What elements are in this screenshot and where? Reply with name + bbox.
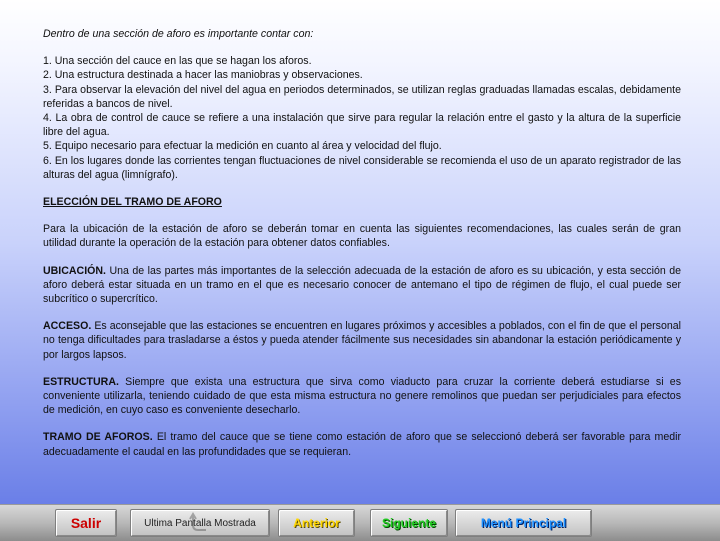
list-item: 1. Una sección del cauce en las que se hagan los aforos. bbox=[43, 55, 312, 68]
last-screen-button[interactable] bbox=[130, 509, 270, 537]
list-item: 4. La obra de control de cauce se refiere a una instalación que sirve para regular la relación entre el gasto y la altura de la superficie libre del agua. bbox=[43, 112, 681, 139]
section-intro: Para la ubicación de la estación de aforo se deberán tomar en cuenta las siguientes recomendaciones, las cuales serán de gran utilidad durante la operación de la estación para obtener datos confiables. bbox=[43, 223, 681, 250]
paragraph-text: El tramo del cauce que se tiene como estación de aforo que se seleccionó deberá ser favorable para medir adecuadamente el caudal en las profundidades que se requieran. bbox=[43, 431, 682, 458]
last-screen-button-label: Ultima Pantalla Mostrada bbox=[144, 517, 256, 529]
next-button-label: Siguiente bbox=[381, 516, 436, 530]
paragraph-term: ACCESO. bbox=[43, 320, 92, 333]
previous-button-label: Anterior bbox=[293, 516, 340, 530]
paragraph-term: UBICACIÓN. bbox=[43, 264, 106, 277]
list-item: 5. Equipo necesario para efectuar la medición en cuanto al área y velocidad del flujo. bbox=[43, 140, 442, 153]
exit-button[interactable] bbox=[55, 509, 117, 537]
main-menu-button[interactable] bbox=[455, 509, 592, 537]
paragraph-ubicacion bbox=[43, 264, 681, 307]
intro-text: Dentro de una sección de aforo es importante contar con: bbox=[43, 28, 314, 40]
exit-button-label: Salir bbox=[70, 515, 102, 531]
list-item: 3. Para observar la elevación del nivel del agua en periodos determinados, se utilizan reglas graduadas llamadas escalas, debidamente referidas a bancos de nivel. bbox=[43, 83, 681, 110]
list-item: 2. Una estructura destinada a hacer las maniobras y observaciones. bbox=[43, 69, 363, 82]
paragraph-term: TRAMO DE AFOROS. bbox=[43, 431, 153, 444]
paragraph-tramo bbox=[43, 430, 681, 458]
slide-content bbox=[43, 27, 681, 472]
next-button[interactable] bbox=[370, 509, 448, 537]
paragraph-text: Es aconsejable que las estaciones se encuentren en lugares próximos y accesibles a poblados, con el fin de que el personal no tenga dificultades para trasladarse a éstos y pueda atender fácilmente sus necesidades sin abandonar la estación periódicamente y por largos lapsos. bbox=[43, 320, 681, 361]
requirements-list bbox=[43, 54, 681, 182]
navigation-bar bbox=[0, 504, 720, 541]
main-menu-button-label: Menú Principal bbox=[480, 516, 567, 530]
previous-button[interactable] bbox=[278, 509, 355, 537]
paragraph-text: Una de las partes más importantes de la selección adecuada de la estación de aforo es su ubicación, y esta sección de aforo deberá estar situada en un tramo en el que es necesario conocer de antemano el tipo de régimen de flujo, el cual puede ser subcrítico o supercrítico. bbox=[43, 264, 681, 306]
section-title: ELECCIÓN DEL TRAMO DE AFORO bbox=[43, 196, 222, 209]
paragraph-term: ESTRUCTURA. bbox=[43, 375, 119, 388]
paragraph-text: Siempre que exista una estructura que sirva como viaducto para cruzar la corriente deberá estudiarse si es conveniente utilizarla, teniendo cuidado de que esta misma estructura no genere remolinos que puedan ser perjudiciales para efectos de medición, en cuyo caso es conveniente desecharlo. bbox=[43, 375, 681, 417]
paragraph-estructura bbox=[43, 375, 681, 418]
paragraph-acceso bbox=[43, 319, 681, 362]
list-item: 6. En los lugares donde las corrientes tengan fluctuaciones de nivel considerable se recomienda el uso de un aparato registrador de las alturas del agua (limnígrafo). bbox=[43, 154, 681, 181]
